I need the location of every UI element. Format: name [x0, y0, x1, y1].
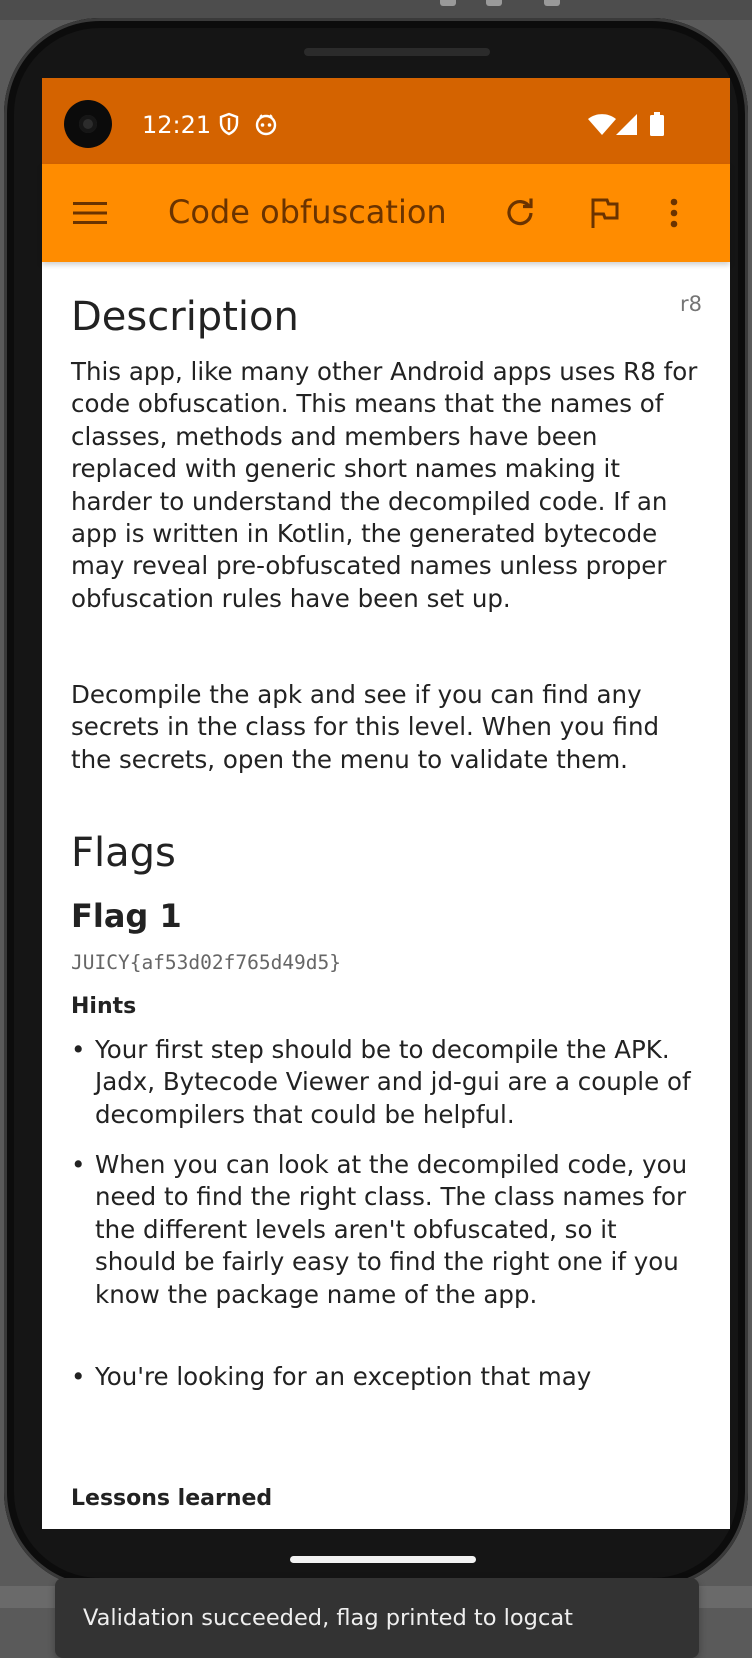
app-bar [42, 164, 730, 262]
description-heading: Description [71, 294, 299, 340]
refresh-button[interactable] [496, 189, 544, 237]
hint-text: You're looking for an exception that may [95, 1362, 592, 1391]
snackbar [55, 1578, 699, 1658]
flag-button[interactable] [580, 189, 628, 237]
front-camera [64, 100, 112, 148]
device-button-nub [440, 0, 456, 6]
screen [42, 78, 730, 1631]
signal-icon [616, 114, 638, 140]
flags-heading: Flags [71, 830, 176, 876]
refresh-icon [504, 197, 536, 229]
hint-list-item [71, 1149, 701, 1311]
hint-text: When you can look at the decompiled code, you need to find the right class. The class names for the different levels aren't obfuscated, so it should be fairly easy to find the right one if you know the package name of the app. [95, 1150, 688, 1309]
app-notification-icon [254, 112, 278, 140]
flag-icon [589, 197, 619, 229]
phone-frame [4, 18, 748, 1631]
wifi-icon [588, 114, 616, 140]
hint-text: Your first step should be to decompile the APK. Jadx, Bytecode Viewer and jd-gui are a couple of decompilers that could be helpful. [95, 1035, 691, 1129]
hints-heading: Hints [71, 994, 137, 1019]
top-bezel-strip [0, 0, 752, 20]
battery-icon [650, 112, 664, 140]
bullet: • [71, 1362, 86, 1391]
level-tag: r8 [680, 292, 702, 316]
content-scroll-area[interactable] [42, 262, 730, 1631]
more-vert-icon [670, 198, 678, 228]
bullet: • [71, 1150, 86, 1179]
status-time: 12:21 [142, 111, 212, 139]
hint-list-item [71, 1361, 701, 1393]
hint-list-item [71, 1034, 701, 1131]
description-paragraph: This app, like many other Android apps uses R8 for code obfuscation. This means that the names of classes, methods and members have been replaced with generic short names making it harder to understand the decompiled code. If an app is written in Kotlin, the generated bytecode may reveal pre-obfuscated names unless proper obfuscation rules have been set up. [71, 357, 698, 613]
menu-icon [73, 201, 107, 225]
status-bar [42, 78, 730, 164]
shield-icon [218, 112, 240, 140]
page-title: Code obfuscation [168, 193, 447, 231]
device-button-nub [544, 0, 560, 6]
snackbar-message: Validation succeeded, flag printed to logcat [83, 1605, 573, 1631]
more-options-button[interactable] [650, 189, 698, 237]
lessons-learned-heading: Lessons learned [71, 1486, 273, 1511]
home-indicator[interactable] [290, 1556, 476, 1563]
device-button-nub [486, 0, 502, 6]
flag1-heading: Flag 1 [71, 897, 182, 935]
flag1-value: JUICY{af53d02f765d49d5} [71, 951, 342, 974]
description-paragraph: Decompile the apk and see if you can find any secrets in the class for this level. When you find the secrets, open the menu to validate them. [71, 680, 660, 774]
speaker-grille [304, 48, 490, 56]
bullet: • [71, 1035, 86, 1064]
menu-button[interactable] [66, 189, 114, 237]
